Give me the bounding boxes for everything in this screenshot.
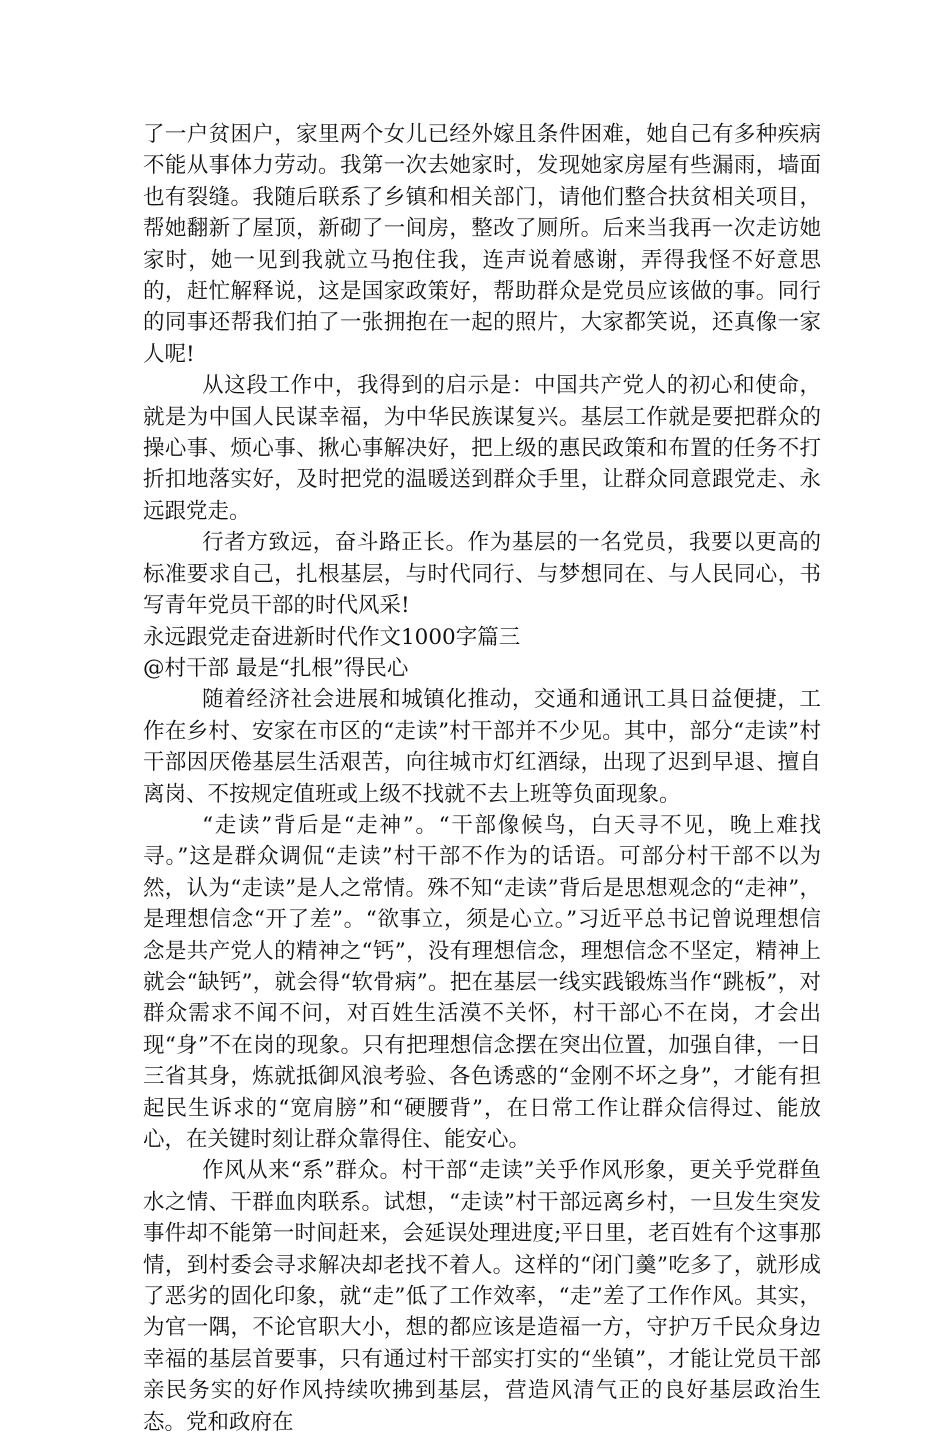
paragraph-intro: 随着经济社会进展和城镇化推动，交通和通讯工具日益便捷，工作在乡村、安家在市区的“走读”村干部并不少见。其中，部分“走读”村干部因厌倦基层生活艰苦，向往城市灯红酒绿，出现了迟到早退、擅自离岗、不按规定值班或上级不找就不去上班等负面现象。 bbox=[143, 687, 821, 807]
section-title: 永远跟党走奋进新时代作文1000字篇三 bbox=[143, 624, 521, 650]
document-page bbox=[143, 119, 821, 1438]
paragraph-zoudu-zoushen: “走读”背后是“走神”。“干部像候鸟，白天寻不见，晚上难找寻。”这是群众调侃“走读”村干部不作为的话语。可部分村干部不以为然，认为“走读”是人之常情。殊不知“走读”背后是思想观念的“走神”，是理想信念“开了差”。“欲事立，须是心立。”习近平总书记曾说理想信念是共产党人的精神之“钙”，没有理想信念，理想信念不坚定，精神上就会“缺钙”，就会得“软骨病”。把在基层一线实践锻炼当作“跳板”，对群众需求不闻不问，对百姓生活漠不关怀，村干部心不在岗，才会出现“身”不在岗的现象。只有把理想信念摆在突出位置，加强自律，一日三省其身，炼就抵御风浪考验、各色诱惑的“金刚不坏之身”，才能有担起民生诉求的“宽肩膀”和“硬腰背”，在日常工作让群众信得过、能放心，在关键时刻让群众靠得住、能安心。 bbox=[143, 812, 821, 1152]
paragraph-work-style: 作风从来“系”群众。村干部“走读”关乎作风形象，更关乎党群鱼水之情、干群血肉联系。试想，“走读”村干部远离乡村，一旦发生突发事件却不能第一时间赶来，会延误处理进度;平日里，老百姓有个这事那情，到村委会寻求解决却老找不着人。这样的“闭门羹”吃多了，就形成了恶劣的固化印象，就“走”低了工作效率，“走”差了工作作风。其实，为官一隅，不论官职大小，想的都应该是造福一方，守护万千民众身边幸福的基层首要事，只有通过村干部实打实的“坐镇”，才能让党员干部亲民务实的好作风持续吹拂到基层，营造风清气正的良好基层政治生态。党和政府在 bbox=[143, 1158, 821, 1435]
paragraph-resolution: 行者方致远，奋斗路正长。作为基层的一名党员，我要以更高的标准要求自己，扎根基层，与时代同行、与梦想同在、与人民同心，书写青年党员干部的时代风采! bbox=[143, 530, 821, 619]
paragraph-continuation: 了一户贫困户，家里两个女儿已经外嫁且条件困难，她自己有多种疾病不能从事体力劳动。我第一次去她家时，发现她家房屋有些漏雨，墙面也有裂缝。我随后联系了乡镇和相关部门，请他们整合扶贫相关项目，帮她翻新了屋顶，新砌了一间房，整改了厕所。后来当我再一次走访她家时，她一见到我就立马抱住我，连声说着感谢，弄得我怪不好意思的，赶忙解释说，这是国家政策好，帮助群众是党员应该做的事。同行的同事还帮我们拍了一张拥抱在一起的照片，大家都笑说，还真像一家人呢! bbox=[143, 122, 821, 367]
paragraph-reflection: 从这段工作中，我得到的启示是：中国共产党人的初心和使命，就是为中国人民谋幸福，为中华民族谋复兴。基层工作就是要把群众的操心事、烦心事、揪心事解决好，把上级的惠民政策和布置的任务不打折扣地落实好，及时把党的温暖送到群众手里，让群众同意跟党走、永远跟党走。 bbox=[143, 373, 821, 524]
section-subtitle: @村干部 最是“扎根”得民心 bbox=[143, 655, 409, 681]
